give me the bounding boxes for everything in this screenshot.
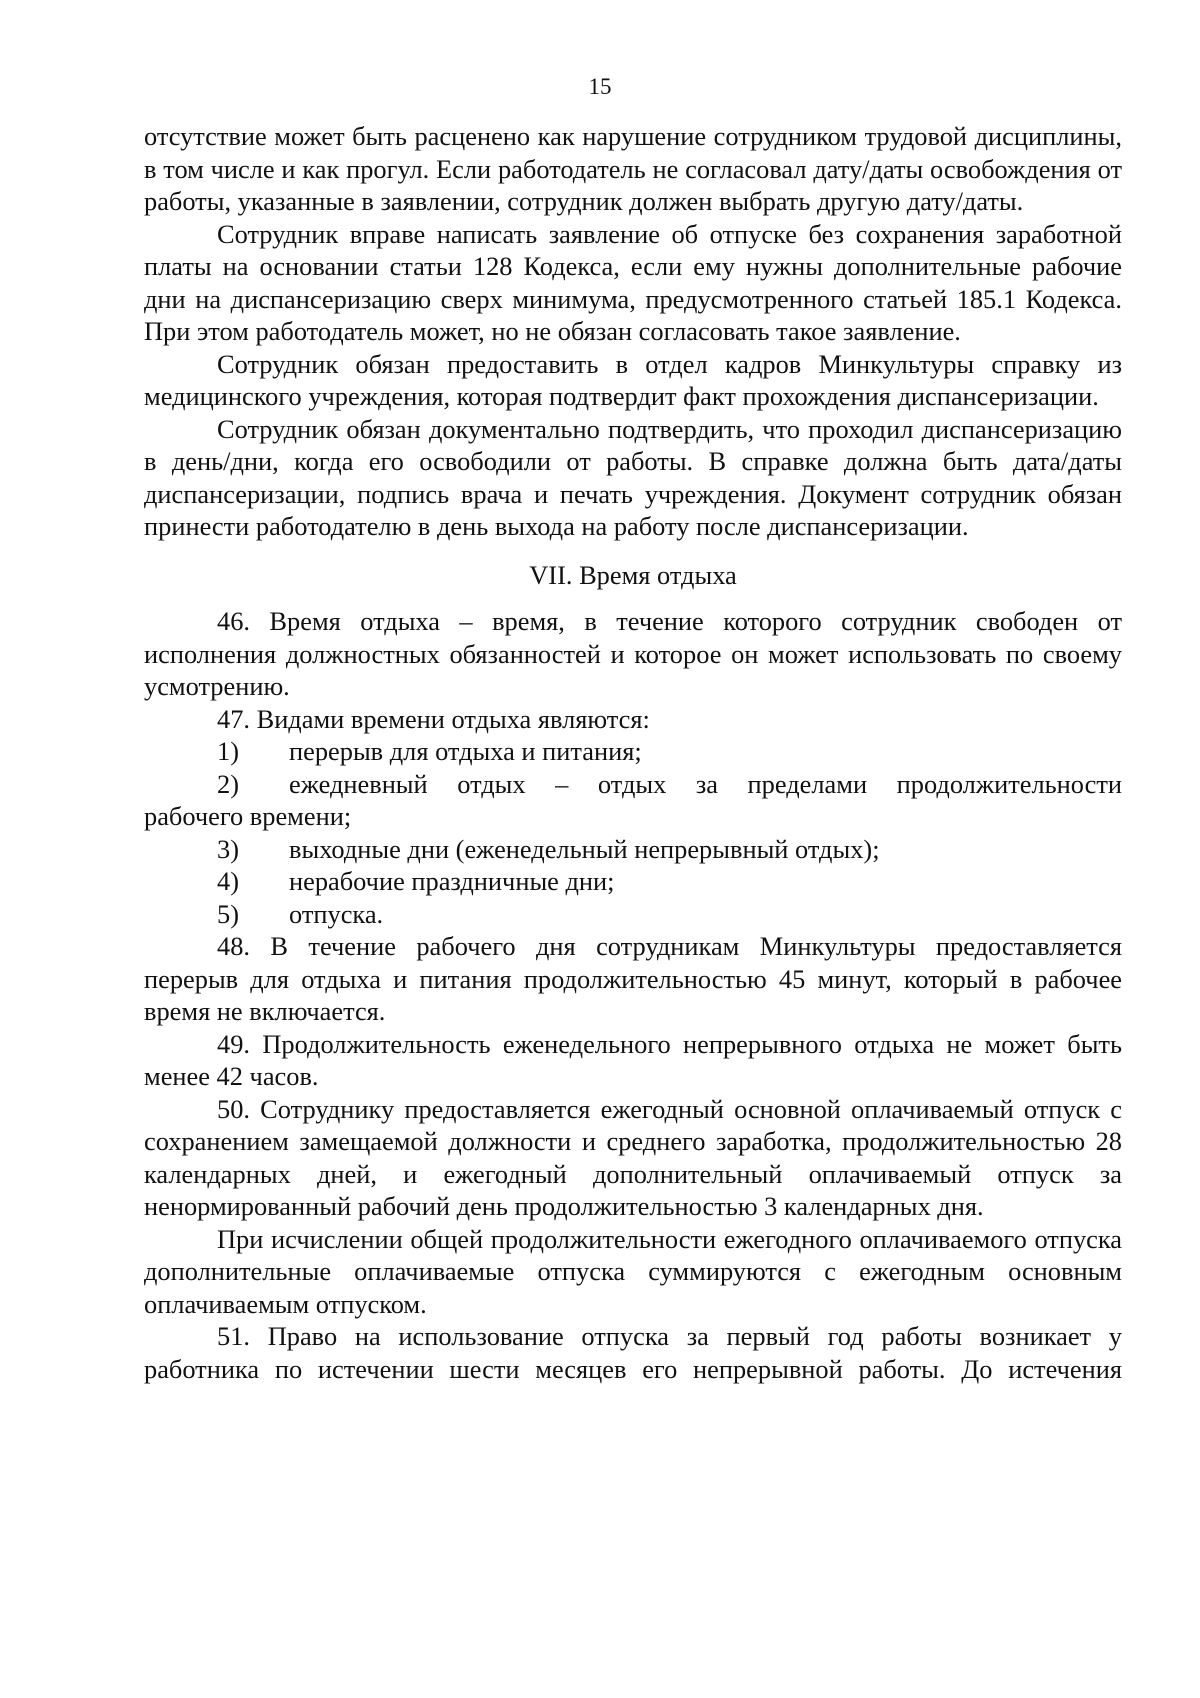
- list-item-text: ежедневный отдых – отдых за пределами продолжительности: [289, 768, 1122, 799]
- page-number: 15: [588, 74, 612, 99]
- list-item-number: 2): [217, 768, 239, 799]
- clause-46: 46. Время отдыха – время, в течение которого сотрудник свободен от исполнения должностных обязанностей и которое он может использовать по своему усмотрению.: [144, 606, 1122, 701]
- clause-51: 51. Право на использование отпуска за первый год работы возникает у работника по истечении шести месяцев его непрерывной работы. До истечения: [144, 1321, 1122, 1384]
- list-item-text: выходные дни (еженедельный непрерывный отдых);: [289, 833, 880, 864]
- list-item-number: 4): [217, 866, 239, 896]
- paragraph-medical-certificate: Сотрудник обязан предоставить в отдел кадров Минкультуры справку из медицинского учреждения, которая подтвердит факт прохождения диспансеризации.: [144, 348, 1122, 411]
- list-item-text: перерыв для отдыха и питания;: [289, 736, 642, 766]
- list-item-number: 5): [217, 898, 239, 929]
- clause-48: 48. В течение рабочего дня сотрудникам Минкультуры предоставляется перерыв для отдыха и питания продолжительностью 45 минут, который в рабочее время не включается.: [144, 931, 1122, 1026]
- document-body: [144, 120, 1122, 1385]
- paragraph-unpaid-leave: Сотрудник вправе написать заявление об отпуске без сохранения заработной платы на основании статьи 128 Кодекса, если ему нужны дополнительные рабочие дни на диспансеризацию сверх минимума, предусмотренного статьей 185.1 Кодекса. При этом работодатель может, но не обязан согласовать такое заявление.: [144, 218, 1122, 346]
- list-item: [144, 898, 1122, 931]
- clause-49: 49. Продолжительность еженедельного непрерывного отдыха не может быть менее 42 часов.: [144, 1028, 1122, 1091]
- clause-47: 47. Видами времени отдыха являются:: [217, 703, 650, 734]
- paragraph-continuation: отсутствие может быть расценено как нарушение сотрудником трудовой дисциплины, в том числе и как прогул. Если работодатель не согласовал дату/даты освобождения от работы, указанные в заявлении, сотрудник должен выбрать другую дату/даты.: [144, 121, 1122, 216]
- list-item: [144, 833, 1122, 866]
- list-item: [144, 735, 1122, 768]
- list-item-continuation: рабочего времени;: [144, 801, 352, 831]
- list-item-number: 1): [217, 736, 239, 766]
- list-item-number: 3): [217, 833, 239, 864]
- list-item: [144, 865, 1122, 898]
- list-item: [144, 768, 1122, 801]
- clause-50-addendum: При исчислении общей продолжительности ежегодного оплачиваемого отпуска дополнительные оплачиваемые отпуска суммируются с ежегодным основным оплачиваемым отпуском.: [144, 1223, 1122, 1319]
- clause-50: 50. Сотруднику предоставляется ежегодный основной оплачиваемый отпуск с сохранением замещаемой должности и среднего заработка, продолжительностью 28 календарных дней, и ежегодный дополнительный оплачиваемый отпуск за ненормированный рабочий день продолжительностью 3 календарных дня.: [144, 1093, 1122, 1221]
- paragraph-documentary-proof: Сотрудник обязан документально подтвердить, что проходил диспансеризацию в день/дни, когда его освободили от работы. В справке должна быть дата/даты диспансеризации, подпись врача и печать учреждения. Документ сотрудник обязан принести работодателю в день выхода на работу после диспансеризации.: [144, 413, 1122, 541]
- list-item-text: отпуска.: [289, 898, 384, 929]
- list-item-text: нерабочие праздничные дни;: [289, 866, 615, 896]
- section-title: VII. Время отдыха: [529, 559, 737, 590]
